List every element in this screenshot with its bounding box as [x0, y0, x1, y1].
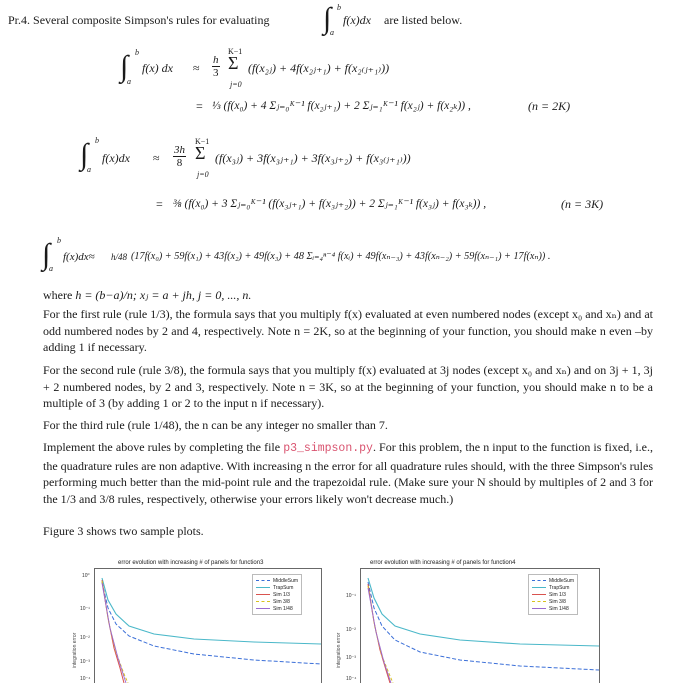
paragraph-figure: Figure 3 shows two sample plots. [43, 524, 204, 538]
rule1-terms: (f(x₂ⱼ) + 4f(x₂ⱼ₊₁) + f(x₂₍ⱼ₊₁₎)) [248, 61, 390, 75]
paragraph-rule2: For the second rule (rule 3/8), the formula says that you multiply f(x) evaluated at 3j nodes (except x₀ and xₙ) and on 3j + 1, 3j + 2 numbered nodes, by 2 and 3, respectively. Note n = 3K, so at the beginning of your function, you should make n to be a multiple of 3 (by adding 1 or 2 to the input n if necessary). [43, 363, 653, 411]
where-x-def: xⱼ = a + jh, j = 0, ..., n. [139, 288, 252, 302]
plot2-legend-trap-label: TrapSum [549, 584, 570, 591]
rule3-body: (17f(x₀) + 59f(x₁) + 43f(x₂) + 49f(x₃) + 48 Σᵢ₌₄ⁿ⁻⁴ f(xᵢ) + 49f(xₙ₋₃) + 43f(xₙ₋₂) + 59f(xₙ₋₁) + 17f(xₙ)) . [131, 251, 551, 262]
plot1-ytick-4: 10⁻⁴ [80, 676, 91, 682]
plot1-legend-sim38-label: Sim 3/8 [273, 598, 290, 605]
rule2-condition: (n = 3K) [561, 197, 604, 211]
plot1-legend-sim13-label: Sim 1/3 [273, 591, 290, 598]
rule3-lhs: f(x)dx≈ [63, 251, 95, 263]
where-prefix: where [43, 288, 73, 302]
simpson-file-link[interactable]: p3_simpson.py [283, 442, 373, 455]
problem-header [8, 12, 269, 28]
rule2-coef-den: 8 [176, 157, 183, 169]
plot2-ytick-1: 10⁻² [346, 627, 356, 633]
paragraph-rule1: For the first rule (rule 1/3), the formula says that you multiply f(x) evaluated at even numbered nodes (except x₀ and xₙ) and at odd numbered nodes by 2 and 4, respectively. Note n = 2K, so at the beginning of your function, you should make n even –by adding 1 if necessary. [43, 307, 653, 355]
plot2-legend-sim38-label: Sim 3/8 [549, 598, 566, 605]
rule1-eq: = [196, 99, 203, 113]
rule3-upper: b [57, 236, 61, 245]
plot1-legend-middle-label: MiddleSum [273, 577, 299, 584]
plot1-ytick-0: 10⁰ [82, 573, 90, 579]
paragraph-rule3: For the third rule (rule 1/48), the n can be any integer no smaller than 7. [43, 418, 388, 432]
rule2-sum-sign: Σ [195, 143, 206, 163]
rule2-terms: (f(x₃ⱼ) + 3f(x₃ⱼ₊₁) + 3f(x₃ⱼ₊₂) + f(x₃₍ⱼ₊₁₎)) [215, 151, 411, 165]
rule2-lhs: f(x)dx [102, 151, 130, 165]
plot2-legend-sim148 [532, 605, 574, 612]
header-text-before: Several composite Simpson's rules for evaluating [33, 13, 270, 27]
rule1-lhs: f(x) dx [142, 61, 173, 75]
rule1-coef-den: 3 [213, 67, 219, 79]
rule2-eq: = [156, 197, 163, 211]
rule1-upper: b [135, 48, 139, 57]
rule3-coef: h/48 [111, 252, 128, 262]
plot2-legend-sim148-label: Sim 1/48 [549, 605, 569, 612]
rule1-condition: (n = 2K) [528, 99, 571, 113]
rule1-sum-bot: j=0 [230, 80, 242, 89]
header-text-after: are listed below. [384, 13, 463, 27]
plot1-legend-middle [256, 577, 298, 584]
plot1-ylabel: integration error [72, 632, 78, 668]
plot1-ytick-3: 10⁻³ [80, 659, 90, 665]
rule1-coef [212, 54, 220, 79]
plot2-legend-middle [532, 577, 574, 584]
rule2-sum-top: K−1 [195, 137, 210, 146]
plot2-legend-middle-label: MiddleSum [549, 577, 575, 584]
rule1-line2: ⅓ (f(x₀) + 4 Σⱼ₌₀ᴷ⁻¹ f(x₂ⱼ₊₁) + 2 Σⱼ₌₁ᴷ⁻¹ f(x₂ⱼ) + f(x₂ₖ)) , [212, 100, 471, 112]
rule2-coef [173, 144, 186, 169]
plot1-ytick-2: 10⁻² [80, 635, 90, 641]
plot-function3 [70, 556, 325, 683]
plot2-title: error evolution with increasing # of panels for function4 [370, 560, 516, 566]
header-integrand: f(x)dx [343, 13, 371, 27]
rule3-lower: a [49, 264, 53, 273]
rule2-sum-bot: j=0 [197, 170, 209, 179]
plot2-ylabel: integration error [336, 632, 342, 668]
plot2-legend-sim13 [532, 591, 574, 598]
implement-text-a: Implement the above rules by completing the file [43, 440, 281, 454]
plot1-legend-trap-label: TrapSum [273, 584, 294, 591]
plot2-ytick-3: 10⁻⁴ [346, 676, 357, 682]
rule2-coef-num: 3h [174, 144, 185, 156]
rule1-approx: ≈ [193, 61, 200, 75]
rule2-approx: ≈ [153, 151, 160, 165]
rule2-lower: a [87, 165, 91, 174]
plot1-legend-trap [256, 584, 298, 591]
plot2-legend-sim38 [532, 598, 574, 605]
plot1-legend-sim38 [256, 598, 298, 605]
plot2-legend-sim13-label: Sim 1/3 [549, 591, 566, 598]
paragraph-implement [43, 439, 653, 507]
implement-text-b: . For this problem, the n input to the function is fixed, i.e., the quadrature rules are non adaptive. With increasing n the error for all quadrature rules should, with the three Simpson's rules performing much better than the mid-point rule and the trapezoidal rule. (Make sure your N should by multiples of 2 and 3 for the 1/3 and 3/8 rules, respectively, otherwise your errors likely won't decrease much.) [43, 440, 653, 506]
plot2-ytick-2: 10⁻³ [346, 655, 356, 661]
integral-sign: ∫ [323, 2, 332, 35]
problem-label: Pr.4. [8, 13, 31, 27]
plot1-ytick-1: 10⁻¹ [80, 606, 90, 612]
rule2-integral-sign: ∫ [80, 138, 89, 171]
rule1-integral-sign: ∫ [120, 50, 129, 83]
plot2-legend [528, 574, 578, 615]
plot1-series-sim148 [102, 583, 126, 683]
header-lower-limit: a [330, 28, 334, 37]
plot2-ytick-0: 10⁻¹ [346, 593, 356, 599]
plot1-legend [252, 574, 302, 615]
rule2-line2: ⅜ (f(x₀) + 3 Σⱼ₌₀ᴷ⁻¹ (f(x₃ⱼ₊₁) + f(x₃ⱼ₊₂)) + 2 Σⱼ₌₁ᴷ⁻¹ f(x₃ⱼ) + f(x₃ₖ)) , [173, 198, 487, 210]
rule1-lower: a [127, 77, 131, 86]
where-h-def: h = (b−a)/n; [75, 288, 137, 302]
plot1-legend-sim13 [256, 591, 298, 598]
plot-function4 [330, 556, 620, 683]
header-upper-limit: b [337, 3, 341, 12]
rule2-upper: b [95, 136, 99, 145]
plot1-title: error evolution with increasing # of panels for function3 [118, 560, 264, 566]
plot2-series-sim13 [368, 584, 390, 683]
rule1-sum-sign: Σ [228, 53, 239, 73]
plot1-legend-sim148-label: Sim 1/48 [273, 605, 293, 612]
rule1-sum-top: K−1 [228, 47, 243, 56]
rule1-coef-num: h [213, 54, 219, 66]
plot1-legend-sim148 [256, 605, 298, 612]
where-line [43, 287, 251, 303]
rule3-integral-sign: ∫ [42, 238, 51, 271]
plot2-legend-trap [532, 584, 574, 591]
